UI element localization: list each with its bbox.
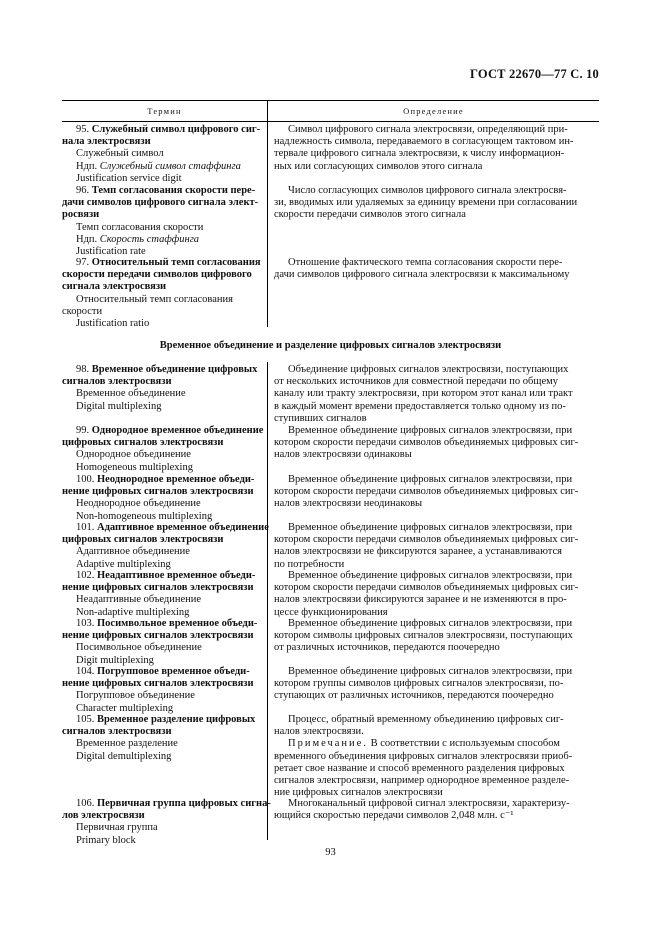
short-term: Однородное объединение [76, 449, 191, 461]
entry-number: 97. [76, 257, 90, 268]
definition: Временное объединение цифровых сигналов электросвязи, при котором скорости передачи символов объединяемых цифровых сиг- налов электросвязи не фиксируются заранее, а устанавливаются по потребности [274, 522, 579, 570]
english-term: Homogeneous multiplexing [76, 461, 193, 473]
term-name: Темп согласования скорости пере- [91, 185, 256, 196]
page-number: 93 [325, 847, 336, 858]
definition: Многоканальный цифровой сигнал электросвязи, характеризу- ющийся скоростью передачи символов 2,048 млн. c⁻¹ [274, 798, 570, 822]
definition: Временное объединение цифровых сигналов электросвязи, при котором скорости передачи символов объединяемых цифровых сиг- налов электросвязи фиксируются заранее и не изменяются в про- цессе функционирования [274, 570, 579, 618]
section-title: Временное объединение и разделение цифровых сигналов электросвязи [159, 340, 502, 351]
english-term: Digital demultiplexing [76, 750, 172, 762]
english-term: Non-homogeneous multiplexing [76, 510, 213, 522]
short-term: Неоднородное объединение [76, 498, 201, 510]
short-term: Первичная группа [76, 822, 158, 834]
short-term: Относительный темп согласования [76, 293, 233, 305]
entry-number: 99. [76, 425, 90, 436]
entry-number: 100. [76, 474, 95, 485]
entry-number: 96. [76, 185, 90, 196]
note-label: Примечание. [288, 738, 368, 750]
note: Примечание. В соответствии с используемым способом [288, 738, 560, 750]
definition: Временное объединение цифровых сигналов электросвязи, при котором символы цифровых сигналов электросвязи, поступающих от различных источников, передаются поочередно [274, 618, 573, 654]
entry-number: 95. [76, 124, 90, 135]
ndp-label: Ндп. [76, 233, 98, 245]
definition: Отношение фактического темпа согласования скорости пере- дачи символов цифрового сигнала электросвязи к максимальному [274, 257, 570, 281]
short-term: Темп согласования скорости [76, 221, 204, 233]
english-term: Non-adaptive multiplexing [76, 606, 190, 618]
entry-number: 104. [76, 666, 95, 677]
definition: Процесс, обратный временному объединению цифровых сиг- налов электросвязи. Примечание. В соответствии с используемым способом временного объединения цифровых сигналов электросвязи приоб- ретает свое название и способ временного разделения цифровых сигналов электросвязи, например однородное временное разделе- ние цифровых сигналов электросвязи [274, 714, 599, 799]
deprecated-term: Служебный символ стаффинга [99, 160, 241, 172]
term-name: Однородное временное объединение [91, 425, 264, 436]
term-name: Первичная группа цифровых сигна- [97, 798, 271, 809]
term-name: Неоднородное временное объеди- [97, 474, 255, 485]
column-header-term: Термин [147, 106, 182, 116]
term-name: Служебный символ цифрового сиг- [91, 124, 261, 135]
column-divider [267, 362, 268, 840]
column-header-definition: Определение [403, 106, 464, 116]
term-name: Погрупповое временное объеди- [97, 666, 250, 677]
ndp-label: Ндп. [76, 160, 98, 172]
document-reference: ГОСТ 22670—77 С. 10 [470, 67, 599, 81]
entry-number: 105. [76, 714, 95, 725]
short-term: Посимвольное объединение [76, 642, 202, 654]
definition: Символ цифрового сигнала электросвязи, определяющий при- надлежность символа, передаваемого в согласующем тактовом ин- тервале цифрового сигнала электросвязи, к числу информацион- ных или согласующих символов этого сигнала [274, 124, 574, 172]
definition: Объединение цифровых сигналов электросвязи, поступающих от нескольких источников для совместной передачи по общему каналу или тракту электросвязи, при котором этот канал или тракт в каждый момент времени предоставляется только одному из по- ступивших сигналов [274, 364, 573, 424]
entry-number: 101. [76, 522, 95, 533]
english-term: Digit multiplexing [76, 654, 154, 666]
term-name: Адаптивное временное объединение [97, 522, 269, 533]
english-term: Justification service digit [76, 172, 182, 184]
english-term: Adaptive multiplexing [76, 558, 171, 570]
entry-number: 102. [76, 570, 95, 581]
english-term: Justification rate [76, 246, 146, 258]
column-divider [267, 120, 268, 327]
short-term: Адаптивное объединение [76, 546, 190, 558]
column-divider [267, 100, 268, 120]
deprecated-term: Скорость стаффинга [99, 233, 200, 245]
definition: Временное объединение цифровых сигналов электросвязи, при котором скорости передачи символов объединяемых цифровых сиг- налов электросвязи неодинаковы [274, 474, 579, 510]
table-header [62, 100, 599, 122]
term-name: Посимвольное временное объеди- [97, 618, 258, 629]
english-term: Character multiplexing [76, 702, 174, 714]
short-term: Неадаптивные объединение [76, 594, 202, 606]
short-term: Временное разделение [76, 738, 178, 750]
term-name: Временное разделение цифровых [97, 714, 256, 725]
definition: Число согласующих символов цифрового сигнала электросвя- зи, вводимых или удаляемых за единицу времени при согласовании скорости передачи символов этого сигнала [274, 185, 578, 221]
entry-number: 98. [76, 364, 90, 375]
entry-number: 103. [76, 618, 95, 629]
english-term: Justification ratio [76, 318, 150, 330]
definition: Временное объединение цифровых сигналов электросвязи, при котором скорости передачи символов объединяемых цифровых сиг- налов электросвязи одинаковы [274, 425, 579, 461]
term-name: Неадаптивное временное объеди- [97, 570, 256, 581]
entry-number: 106. [76, 798, 95, 809]
short-term: Погрупповое объединение [76, 690, 195, 702]
term-name: Относительный темп согласования [91, 257, 261, 268]
english-term: Primary block [76, 834, 136, 846]
short-term: Служебный символ [76, 148, 164, 160]
definition: Временное объединение цифровых сигналов электросвязи, при котором группы символов цифровых сигналов электросвязи, по- ступающих от различных источников, передаются поочередно [274, 666, 573, 702]
term-name: Временное объединение цифровых [91, 364, 258, 375]
term-name: нала электросвязи [62, 136, 151, 148]
english-term: Digital multiplexing [76, 400, 162, 412]
short-term: Временное объединение [76, 388, 186, 400]
